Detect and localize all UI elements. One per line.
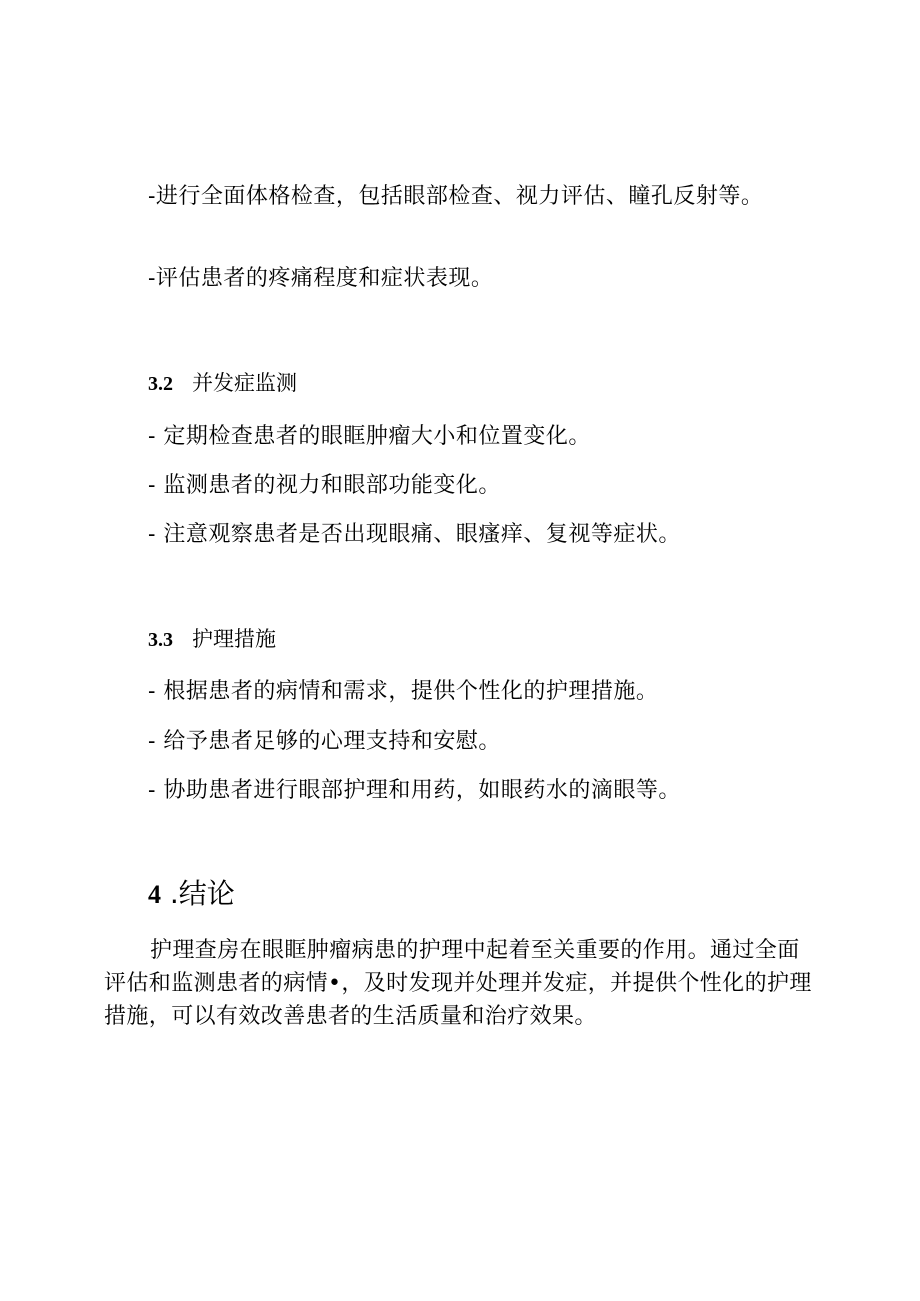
list-item: - 给予患者足够的心理支持和安慰。	[148, 729, 501, 754]
intro-line-exam: -进行全面体格检查，包括眼部检查、视力评估、瞳孔反射等。	[148, 184, 764, 209]
list-item: - 注意观察患者是否出现眼痛、眼瘙痒、复视等症状。	[148, 522, 681, 547]
section-4-number: 4	[148, 880, 161, 909]
section-3-2-heading	[148, 368, 297, 399]
intro-line-pain: -评估患者的疼痛程度和症状表现。	[148, 266, 494, 291]
list-item: - 根据患者的病情和需求，提供个性化的护理措施。	[148, 679, 659, 704]
section-3-3-number: 3.3	[148, 629, 173, 651]
section-3-3-title: 护理措施	[192, 627, 276, 651]
list-item: - 协助患者进行眼部护理和用药，如眼药水的滴眼等。	[148, 778, 681, 803]
section-3-2-number: 3.2	[148, 373, 173, 395]
section-4-title: .结论	[169, 877, 235, 910]
list-item: - 监测患者的视力和眼部功能变化。	[148, 473, 501, 498]
conclusion-paragraph-block	[104, 934, 816, 1033]
section-3-2-title: 并发症监测	[192, 371, 297, 395]
section-4-heading	[148, 876, 235, 913]
list-item: - 定期检查患者的眼眶肿瘤大小和位置变化。	[148, 424, 591, 449]
conclusion-paragraph: 护理查房在眼眶肿瘤病患的护理中起着至关重要的作用。通过全面评估和监测患者的病情•，及时发现并处理并发症，并提供个性化的护理措施，可以有效改善患者的生活质量和治疗效果。	[104, 938, 812, 1029]
section-3-3-heading	[148, 624, 276, 655]
